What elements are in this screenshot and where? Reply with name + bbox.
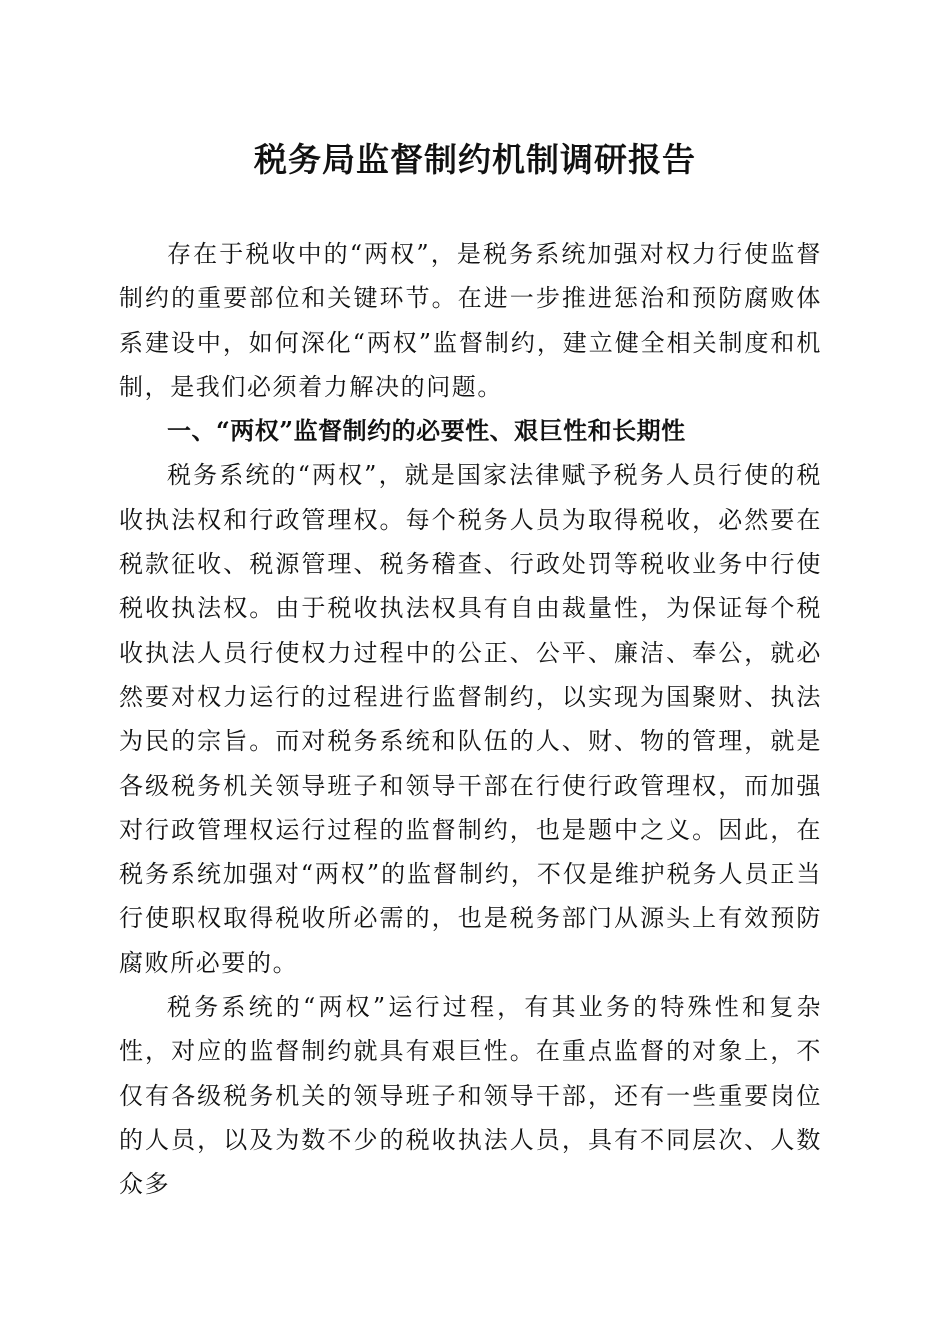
section-heading-1: 一、“两权”监督制约的必要性、艰巨性和长期性 [167, 416, 686, 446]
document-body [119, 232, 822, 1207]
intro-paragraph: 存在于税收中的“两权”，是税务系统加强对权力行使监督制约的重要部位和关键环节。在进一步推进惩治和预防腐败体系建设中，如何深化“两权”监督制约，建立健全相关制度和机制，是我们必须着力解决的问题。 [119, 240, 822, 401]
page-title: 税务局监督制约机制调研报告 [254, 140, 696, 179]
body-paragraph: 税务系统的“两权”运行过程，有其业务的特殊性和复杂性，对应的监督制约就具有艰巨性。在重点监督的对象上，不仅有各级税务机关的领导班子和领导干部，还有一些重要岗位的人员，以及为数不少的税收执法人员，具有不同层次、人数众多 [119, 993, 822, 1199]
body-paragraph: 税务系统的“两权”，就是国家法律赋予税务人员行使的税收执法权和行政管理权。每个税务人员为取得税收，必然要在税款征收、税源管理、税务稽查、行政处罚等税收业务中行使税收执法权。由于税收执法权具有自由裁量性，为保证每个税收执法人员行使权力过程中的公正、公平、廉洁、奉公，就必然要对权力运行的过程进行监督制约，以实现为国聚财、执法为民的宗旨。而对税务系统和队伍的人、财、物的管理，就是各级税务机关领导班子和领导干部在行使行政管理权，而加强对行政管理权运行过程的监督制约，也是题中之义。因此，在税务系统加强对“两权”的监督制约，不仅是维护税务人员正当行使职权取得税收所必需的，也是税务部门从源头上有效预防腐败所必要的。 [119, 461, 822, 977]
